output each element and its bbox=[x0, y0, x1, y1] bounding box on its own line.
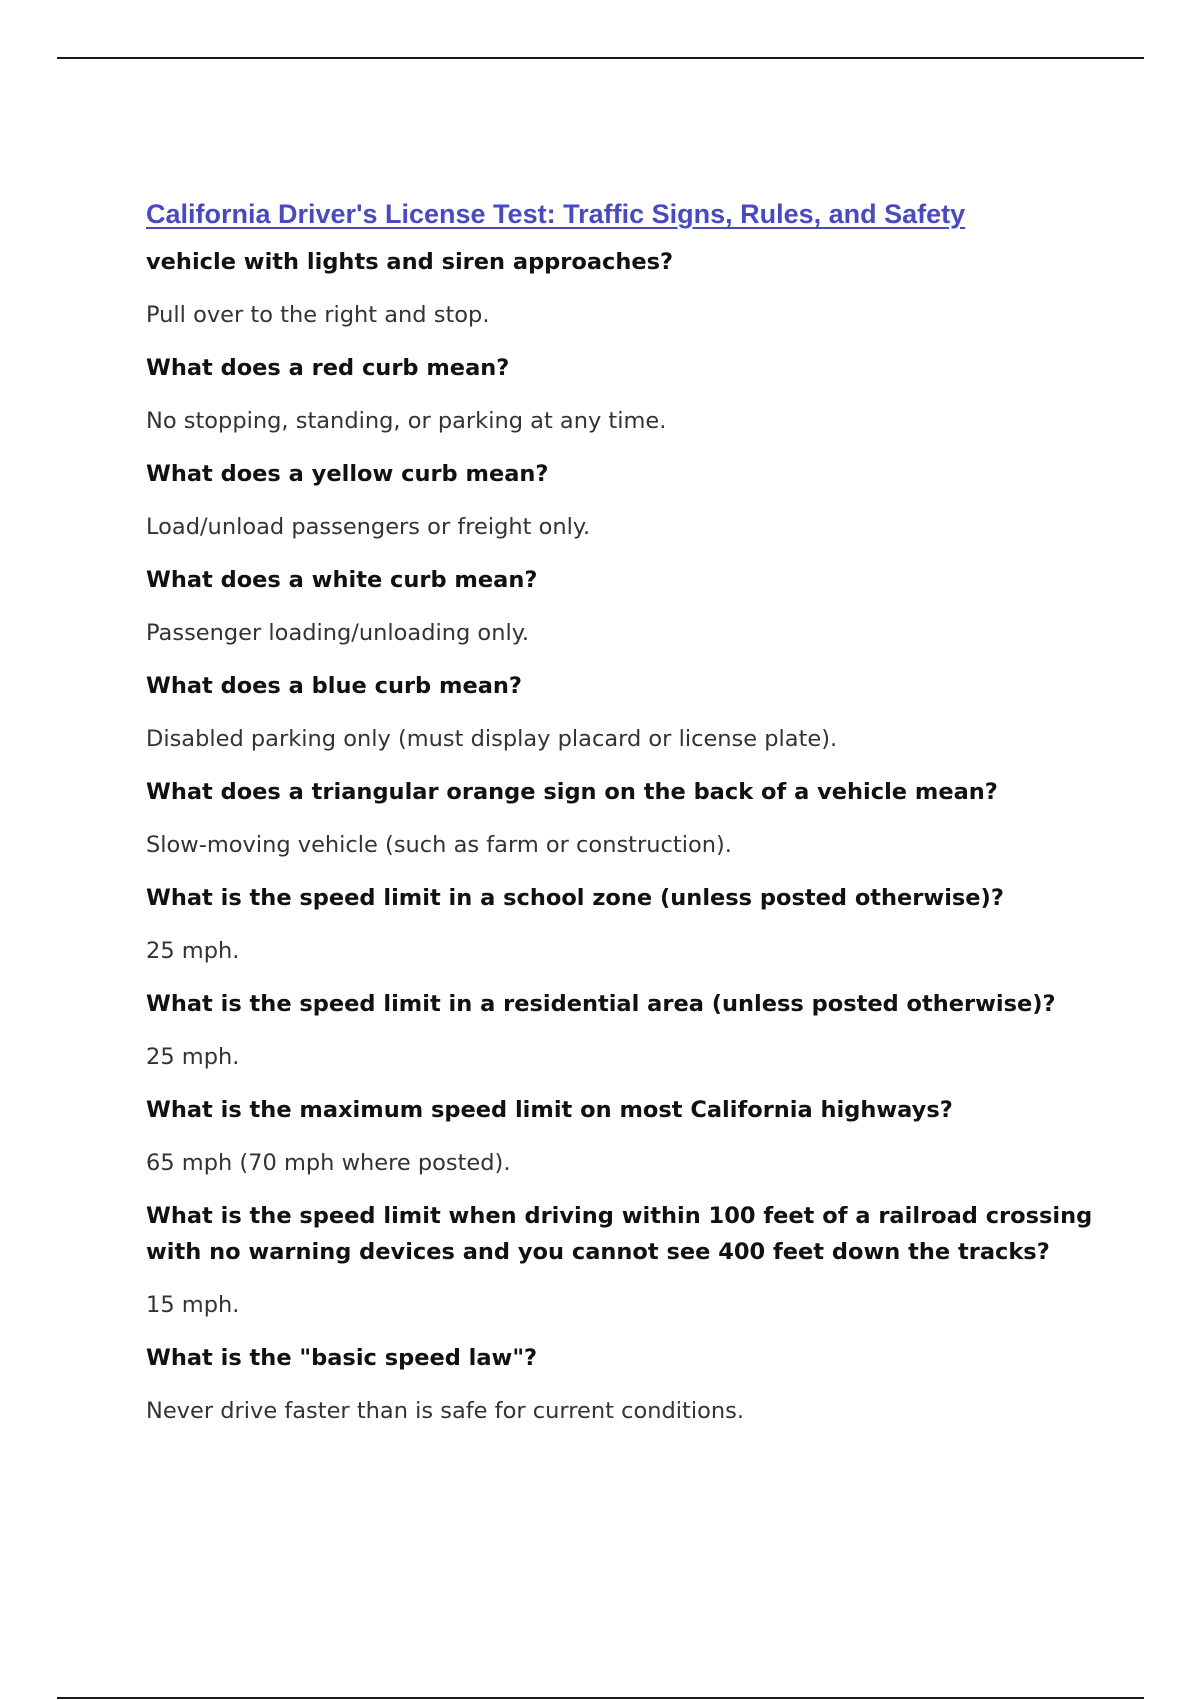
question-text: What is the "basic speed law"? bbox=[146, 1345, 538, 1371]
qa-item bbox=[146, 456, 1096, 545]
answer-text: Pull over to the right and stop. bbox=[146, 302, 490, 328]
document-body bbox=[146, 196, 1096, 1446]
qa-item bbox=[146, 1340, 1096, 1429]
qa-item bbox=[146, 668, 1096, 757]
question-text: What does a triangular orange sign on the back of a vehicle mean? bbox=[146, 779, 998, 805]
qa-item bbox=[146, 1092, 1096, 1181]
answer-text: 25 mph. bbox=[146, 1044, 240, 1070]
question-text: What does a yellow curb mean? bbox=[146, 461, 549, 487]
answer-text: Load/unload passengers or freight only. bbox=[146, 514, 591, 540]
qa-item bbox=[146, 244, 1096, 333]
answer-text: Never drive faster than is safe for current conditions. bbox=[146, 1398, 744, 1424]
question-text: What is the maximum speed limit on most California highways? bbox=[146, 1097, 953, 1123]
answer-text: Slow-moving vehicle (such as farm or construction). bbox=[146, 832, 732, 858]
question-text: What does a white curb mean? bbox=[146, 567, 538, 593]
qa-item bbox=[146, 774, 1096, 863]
document-title-link[interactable]: California Driver's License Test: Traffic Signs, Rules, and Safety bbox=[146, 199, 966, 229]
qa-item bbox=[146, 880, 1096, 969]
qa-item bbox=[146, 1198, 1096, 1323]
question-text: What is the speed limit in a school zone (unless posted otherwise)? bbox=[146, 885, 1004, 911]
answer-text: 65 mph (70 mph where posted). bbox=[146, 1150, 511, 1176]
qa-list bbox=[146, 244, 1096, 1429]
answer-text: Disabled parking only (must display placard or license plate). bbox=[146, 726, 838, 752]
qa-item bbox=[146, 986, 1096, 1075]
question-text: vehicle with lights and siren approaches? bbox=[146, 249, 674, 275]
qa-item bbox=[146, 562, 1096, 651]
answer-text: 15 mph. bbox=[146, 1292, 240, 1318]
question-text: What is the speed limit in a residential area (unless posted otherwise)? bbox=[146, 991, 1056, 1017]
question-text: What does a red curb mean? bbox=[146, 355, 510, 381]
answer-text: Passenger loading/unloading only. bbox=[146, 620, 529, 646]
qa-item bbox=[146, 350, 1096, 439]
answer-text: No stopping, standing, or parking at any time. bbox=[146, 408, 667, 434]
question-text: What does a blue curb mean? bbox=[146, 673, 522, 699]
question-text: What is the speed limit when driving within 100 feet of a railroad crossing with no warning devices and you cannot see 400 feet down the tracks? bbox=[146, 1203, 1093, 1265]
page-top-rule bbox=[57, 57, 1144, 59]
page-bottom-rule bbox=[57, 1697, 1144, 1699]
answer-text: 25 mph. bbox=[146, 938, 240, 964]
